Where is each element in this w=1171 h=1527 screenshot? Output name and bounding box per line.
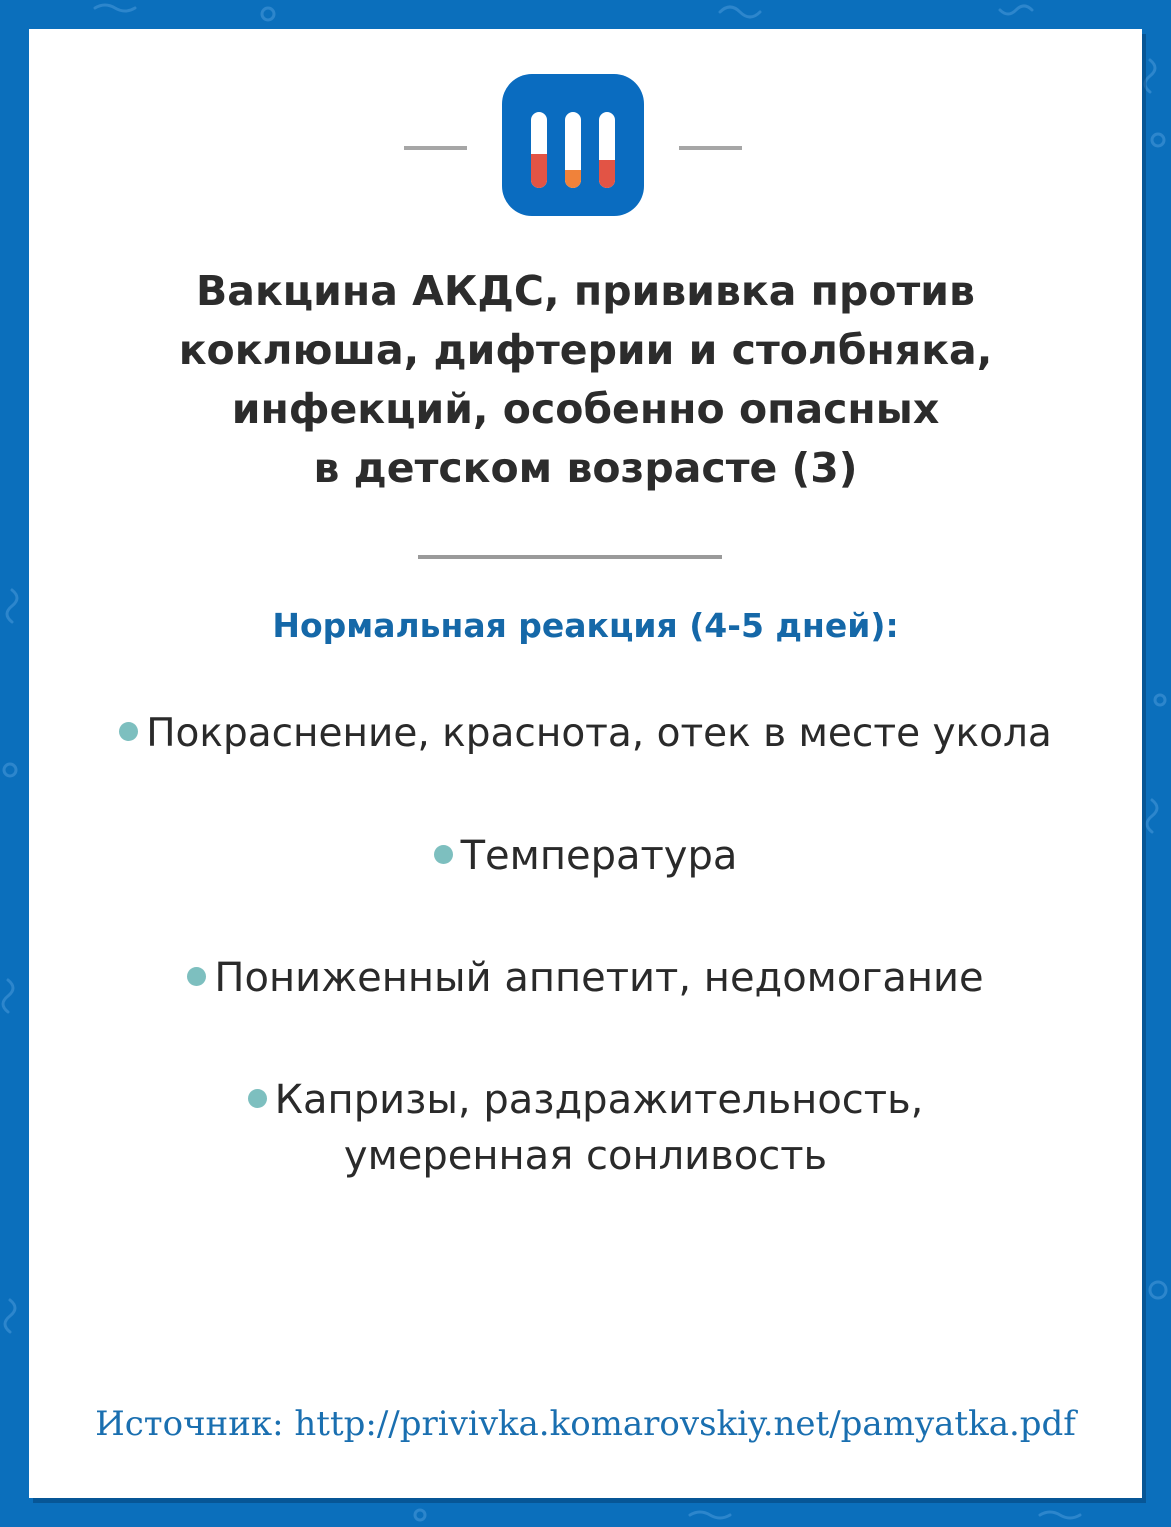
reaction-text: Покраснение, краснота, отек в месте укола xyxy=(146,711,1052,756)
title-divider xyxy=(418,555,722,559)
reaction-item xyxy=(29,828,1142,884)
bullet-dot-icon xyxy=(187,967,206,986)
section-heading: Нормальная реакция (4-5 дней): xyxy=(272,606,899,645)
bullet-dot-icon xyxy=(119,722,138,741)
title-line: инфекций, особенно опасных xyxy=(231,385,940,433)
bullet-dot-icon xyxy=(434,845,453,864)
header-decor-line-left xyxy=(404,146,467,150)
reaction-text: умеренная сонливость xyxy=(343,1133,828,1179)
test-tubes-icon xyxy=(502,74,644,216)
reaction-item xyxy=(29,706,1142,762)
reaction-item xyxy=(29,950,1142,1006)
title-line: Вакцина АКДС, прививка против xyxy=(196,267,975,315)
reaction-text: Капризы, раздражительность, xyxy=(274,1077,924,1123)
bullet-dot-icon xyxy=(248,1089,267,1108)
title-line: коклюша, дифтерии и столбняка, xyxy=(178,326,993,374)
page-title xyxy=(29,262,1142,498)
source-link[interactable]: Источник: http://privivka.komarovskiy.net/pamyatka.pdf xyxy=(95,1404,1076,1444)
reaction-text: Пониженный аппетит, недомогание xyxy=(214,955,984,1001)
reaction-item xyxy=(29,1072,1142,1184)
info-card xyxy=(29,29,1142,1498)
header-decor-line-right xyxy=(679,146,742,150)
title-line: в детском возрасте (3) xyxy=(313,444,858,492)
reaction-text: Температура xyxy=(460,833,738,879)
